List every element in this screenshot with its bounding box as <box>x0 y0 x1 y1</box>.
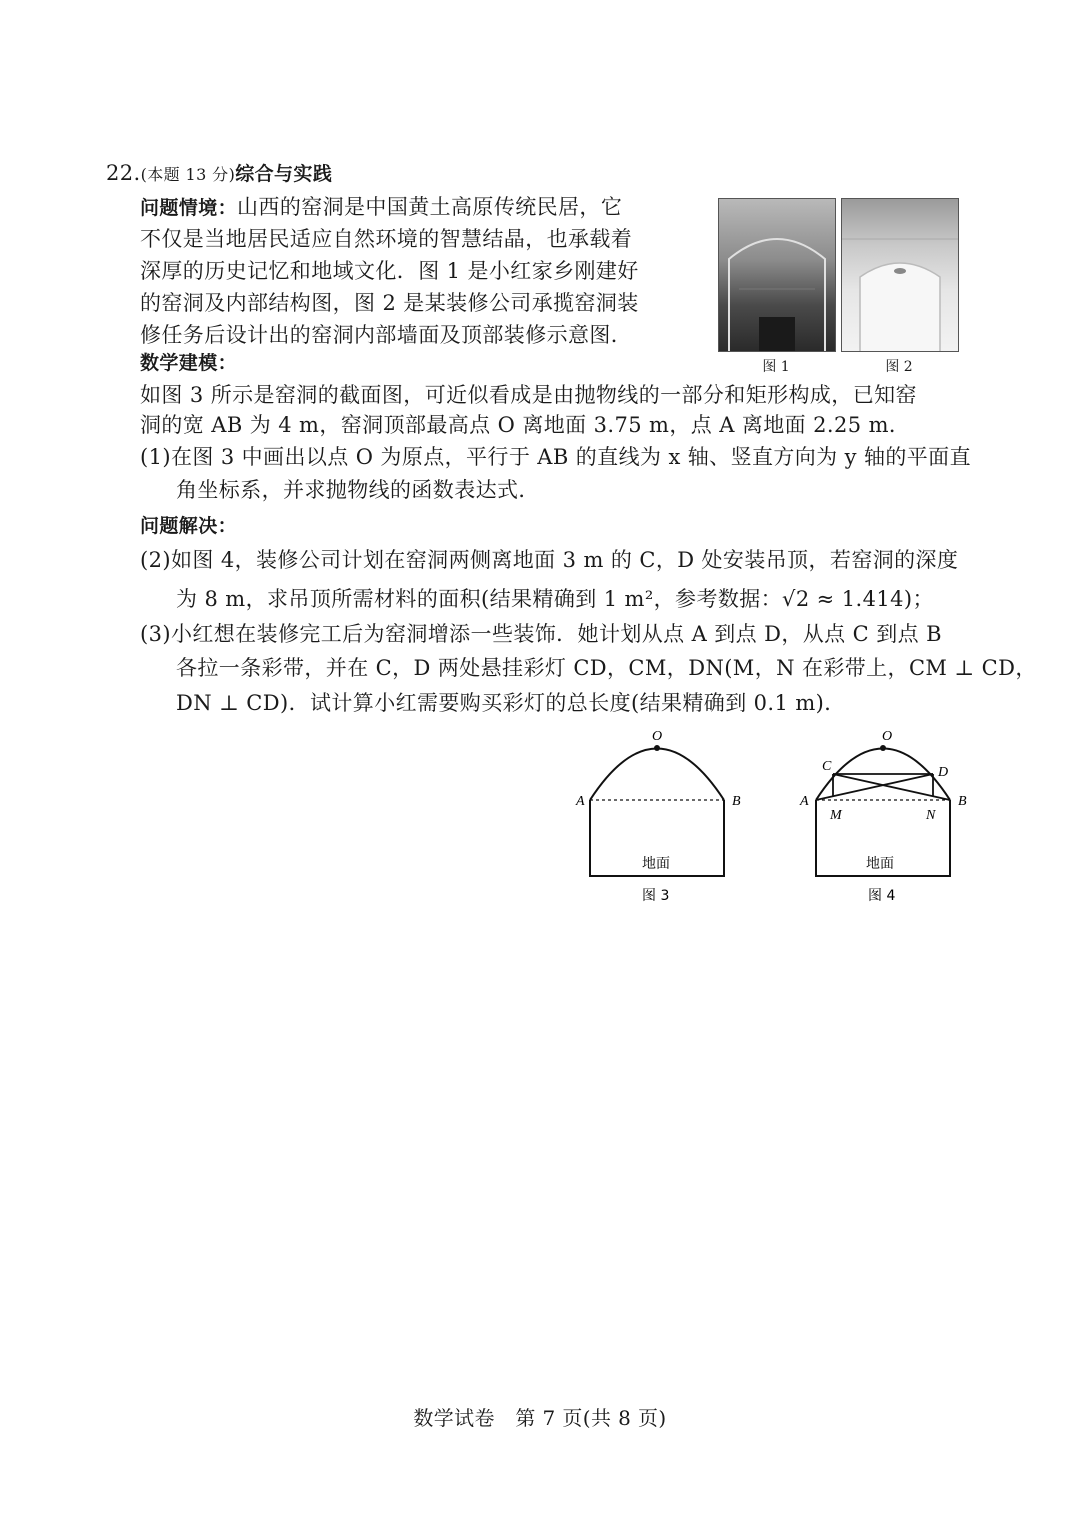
part3-line-2: 各拉一条彩带，并在 C，D 两处悬挂彩灯 CD，CM，DN(M，N 在彩带上，CM ⊥ CD， <box>176 656 1037 680</box>
figure-2-photo <box>841 198 959 352</box>
figure-2-caption: 图 2 <box>885 359 913 375</box>
part1-line-1: (1)在图 3 中画出以点 O 为原点，平行于 AB 的直线为 x 轴、竖直方向为 y 轴的平面直 <box>140 445 971 469</box>
fig3-parabola <box>590 749 724 801</box>
part3-line-1: (3)小红想在装修完工后为窑洞增添一些装饰．她计划从点 A 到点 D，从点 C 到点 B <box>140 622 942 646</box>
figure-3-diagram <box>560 722 770 912</box>
context-line-2: 不仅是当地居民适应自然环境的智慧结晶，也承载着 <box>140 227 633 251</box>
fig4-label-o: O <box>882 729 893 744</box>
page-footer: 数学试卷 第 7 页(共 8 页) <box>413 1406 667 1430</box>
fig4-ground: 地面 <box>866 856 894 872</box>
modeling-line-2: 洞的宽 AB 为 4 m，窑洞顶部最高点 O 离地面 3.75 m，点 A 离地面 2.25 m． <box>140 413 911 437</box>
fig3-point-o <box>654 745 660 751</box>
modeling-label: 数学建模： <box>140 352 238 374</box>
context-line-5: 修任务后设计出的窑洞内部墙面及顶部装修示意图． <box>140 323 633 347</box>
fig4-point-o <box>880 745 886 751</box>
figure-2-illustration <box>842 199 958 351</box>
solving-label: 问题解决： <box>140 515 238 537</box>
part2-line-2: 为 8 m，求吊顶所需材料的面积(结果精确到 1 m²，参考数据：√2 ≈ 1.414)； <box>176 587 934 611</box>
question-title: 综合与实践 <box>235 163 333 185</box>
fig3-ground: 地面 <box>642 856 670 872</box>
context-line-3: 深厚的历史记忆和地域文化．图 1 是小红家乡刚建好 <box>140 259 639 283</box>
context-line-4: 的窑洞及内部结构图，图 2 是某装修公司承揽窑洞装 <box>140 291 639 315</box>
figure-4-diagram <box>786 722 996 912</box>
part2-line-1: (2)如图 4，装修公司计划在窑洞两侧离地面 3 m 的 C，D 处安装吊顶，若窑洞的深度 <box>140 548 959 572</box>
figure-1-caption: 图 1 <box>762 359 790 375</box>
fig4-label-c: C <box>822 759 832 774</box>
context-line-1: 问题情境：山西的窑洞是中国黄土高原传统民居，它 <box>140 195 623 219</box>
fig4-caption: 图 4 <box>868 888 896 904</box>
figure-1-illustration <box>719 199 835 351</box>
fig3-label-a: A <box>576 794 585 809</box>
question-score: (本题 13 分) <box>140 165 236 184</box>
question-number: 22. <box>106 161 141 185</box>
fig4-label-b: B <box>958 794 967 809</box>
fig4-label-n: N <box>926 808 936 823</box>
figure-1-photo <box>718 198 836 352</box>
context-label: 问题情境： <box>140 197 238 219</box>
fig4-label-d: D <box>938 765 949 780</box>
fig4-label-a: A <box>800 794 809 809</box>
part1-line-2: 角坐标系，并求抛物线的函数表达式． <box>176 478 540 502</box>
part3-line-3: DN ⊥ CD)．试计算小红需要购买彩灯的总长度(结果精确到 0.1 m)． <box>176 691 846 715</box>
question-header <box>106 158 332 190</box>
fig4-label-m: M <box>830 808 842 823</box>
fig3-label-o: O <box>652 729 663 744</box>
fig3-label-b: B <box>732 794 741 809</box>
fig3-caption: 图 3 <box>642 888 670 904</box>
modeling-line-1: 如图 3 所示是窑洞的截面图，可近似看成是由抛物线的一部分和矩形构成，已知窑 <box>140 383 917 407</box>
